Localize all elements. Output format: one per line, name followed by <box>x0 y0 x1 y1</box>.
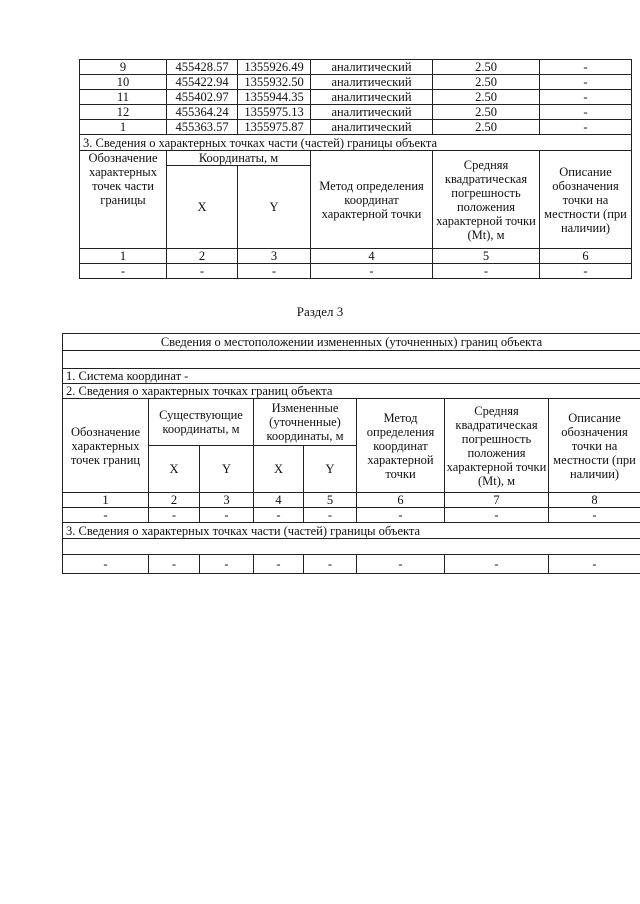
method: аналитический <box>311 60 433 75</box>
header-point-designation: Обозначение характерных точек части границы <box>80 151 167 249</box>
point-number: 10 <box>80 75 167 90</box>
empty-cell: - <box>238 264 311 279</box>
mt-value: 2.50 <box>433 120 540 135</box>
blank-row <box>63 351 640 369</box>
description: - <box>540 105 632 120</box>
header-mt: Средняя квадратическая погрешность положения характерной точки (Mt), м <box>433 151 540 249</box>
table-title: Сведения о местоположении измененных (уточненных) границ объекта <box>63 334 640 351</box>
header-x: X <box>167 166 238 249</box>
header-existing-x: X <box>149 446 200 493</box>
coord-y: 1355944.35 <box>238 90 311 105</box>
empty-data-row <box>63 555 640 574</box>
section-heading: Раздел 3 <box>296 304 344 319</box>
point-number: 12 <box>80 105 167 120</box>
empty-cell: - <box>445 555 549 574</box>
table-row <box>80 90 632 105</box>
empty-cell: - <box>549 555 640 574</box>
coord-x: 455363.57 <box>167 120 238 135</box>
coord-y: 1355975.87 <box>238 120 311 135</box>
coordinate-system-label: 1. Система координат - <box>63 369 640 384</box>
changed-boundaries-table <box>62 333 640 574</box>
column-number: 3 <box>238 249 311 264</box>
header-coordinates: Координаты, м <box>167 151 311 166</box>
column-number: 7 <box>445 493 549 508</box>
coord-y: 1355926.49 <box>238 60 311 75</box>
empty-cell: - <box>167 264 238 279</box>
method: аналитический <box>311 105 433 120</box>
method: аналитический <box>311 90 433 105</box>
empty-cell: - <box>63 555 149 574</box>
header-existing-coordinates: Существующие координаты, м <box>149 399 254 446</box>
empty-cell: - <box>445 508 549 523</box>
header-method: Метод определения координат характерной точки <box>357 399 445 493</box>
empty-cell: - <box>433 264 540 279</box>
point-number: 1 <box>80 120 167 135</box>
point-number: 9 <box>80 60 167 75</box>
empty-data-row <box>63 508 640 523</box>
section-2-label: 2. Сведения о характерных точках границ объекта <box>63 384 640 399</box>
header-changed-x: X <box>254 446 304 493</box>
column-number: 5 <box>433 249 540 264</box>
empty-cell: - <box>357 555 445 574</box>
table-row <box>80 75 632 90</box>
empty-cell: - <box>304 508 357 523</box>
header-description: Описание обозначения точки на местности (при наличии) <box>540 151 632 249</box>
blank-row <box>63 539 640 555</box>
mt-value: 2.50 <box>433 60 540 75</box>
description: - <box>540 120 632 135</box>
coord-x: 455402.97 <box>167 90 238 105</box>
empty-cell: - <box>549 508 640 523</box>
header-changed-coordinates: Измененные (уточненные) координаты, м <box>254 399 357 446</box>
column-number: 8 <box>549 493 640 508</box>
header-existing-y: Y <box>200 446 254 493</box>
column-number: 4 <box>311 249 433 264</box>
header-method: Метод определения координат характерной точки <box>311 151 433 249</box>
method: аналитический <box>311 75 433 90</box>
description: - <box>540 75 632 90</box>
header-mt: Средняя квадратическая погрешность положения характерной точки (Mt), м <box>445 399 549 493</box>
table-row <box>80 60 632 75</box>
empty-cell: - <box>540 264 632 279</box>
parts-points-table <box>79 59 632 279</box>
column-number: 3 <box>200 493 254 508</box>
section-3-label: 3. Сведения о характерных точках части (частей) границы объекта <box>63 523 640 539</box>
column-numbers-row <box>63 493 640 508</box>
empty-cell: - <box>149 555 200 574</box>
description: - <box>540 90 632 105</box>
empty-cell: - <box>200 508 254 523</box>
empty-cell: - <box>200 555 254 574</box>
method: аналитический <box>311 120 433 135</box>
column-number: 6 <box>540 249 632 264</box>
column-number: 5 <box>304 493 357 508</box>
empty-cell: - <box>80 264 167 279</box>
header-y: Y <box>238 166 311 249</box>
mt-value: 2.50 <box>433 75 540 90</box>
mt-value: 2.50 <box>433 90 540 105</box>
mt-value: 2.50 <box>433 105 540 120</box>
point-number: 11 <box>80 90 167 105</box>
table-row <box>80 120 632 135</box>
coord-y: 1355932.50 <box>238 75 311 90</box>
section-3-label: 3. Сведения о характерных точках части (частей) границы объекта <box>80 135 632 151</box>
column-number: 1 <box>80 249 167 264</box>
coord-x: 455422.94 <box>167 75 238 90</box>
empty-cell: - <box>254 508 304 523</box>
header-point-designation: Обозначение характерных точек границ <box>63 399 149 493</box>
empty-cell: - <box>149 508 200 523</box>
empty-cell: - <box>311 264 433 279</box>
empty-cell: - <box>63 508 149 523</box>
table-row <box>80 105 632 120</box>
header-changed-y: Y <box>304 446 357 493</box>
empty-cell: - <box>357 508 445 523</box>
coord-y: 1355975.13 <box>238 105 311 120</box>
header-description: Описание обозначения точки на местности (при наличии) <box>549 399 640 493</box>
column-number: 2 <box>167 249 238 264</box>
column-number: 1 <box>63 493 149 508</box>
description: - <box>540 60 632 75</box>
empty-data-row <box>80 264 632 279</box>
empty-cell: - <box>304 555 357 574</box>
column-number: 6 <box>357 493 445 508</box>
coord-x: 455364.24 <box>167 105 238 120</box>
column-number: 2 <box>149 493 200 508</box>
column-number: 4 <box>254 493 304 508</box>
coord-x: 455428.57 <box>167 60 238 75</box>
empty-cell: - <box>254 555 304 574</box>
column-numbers-row <box>80 249 632 264</box>
